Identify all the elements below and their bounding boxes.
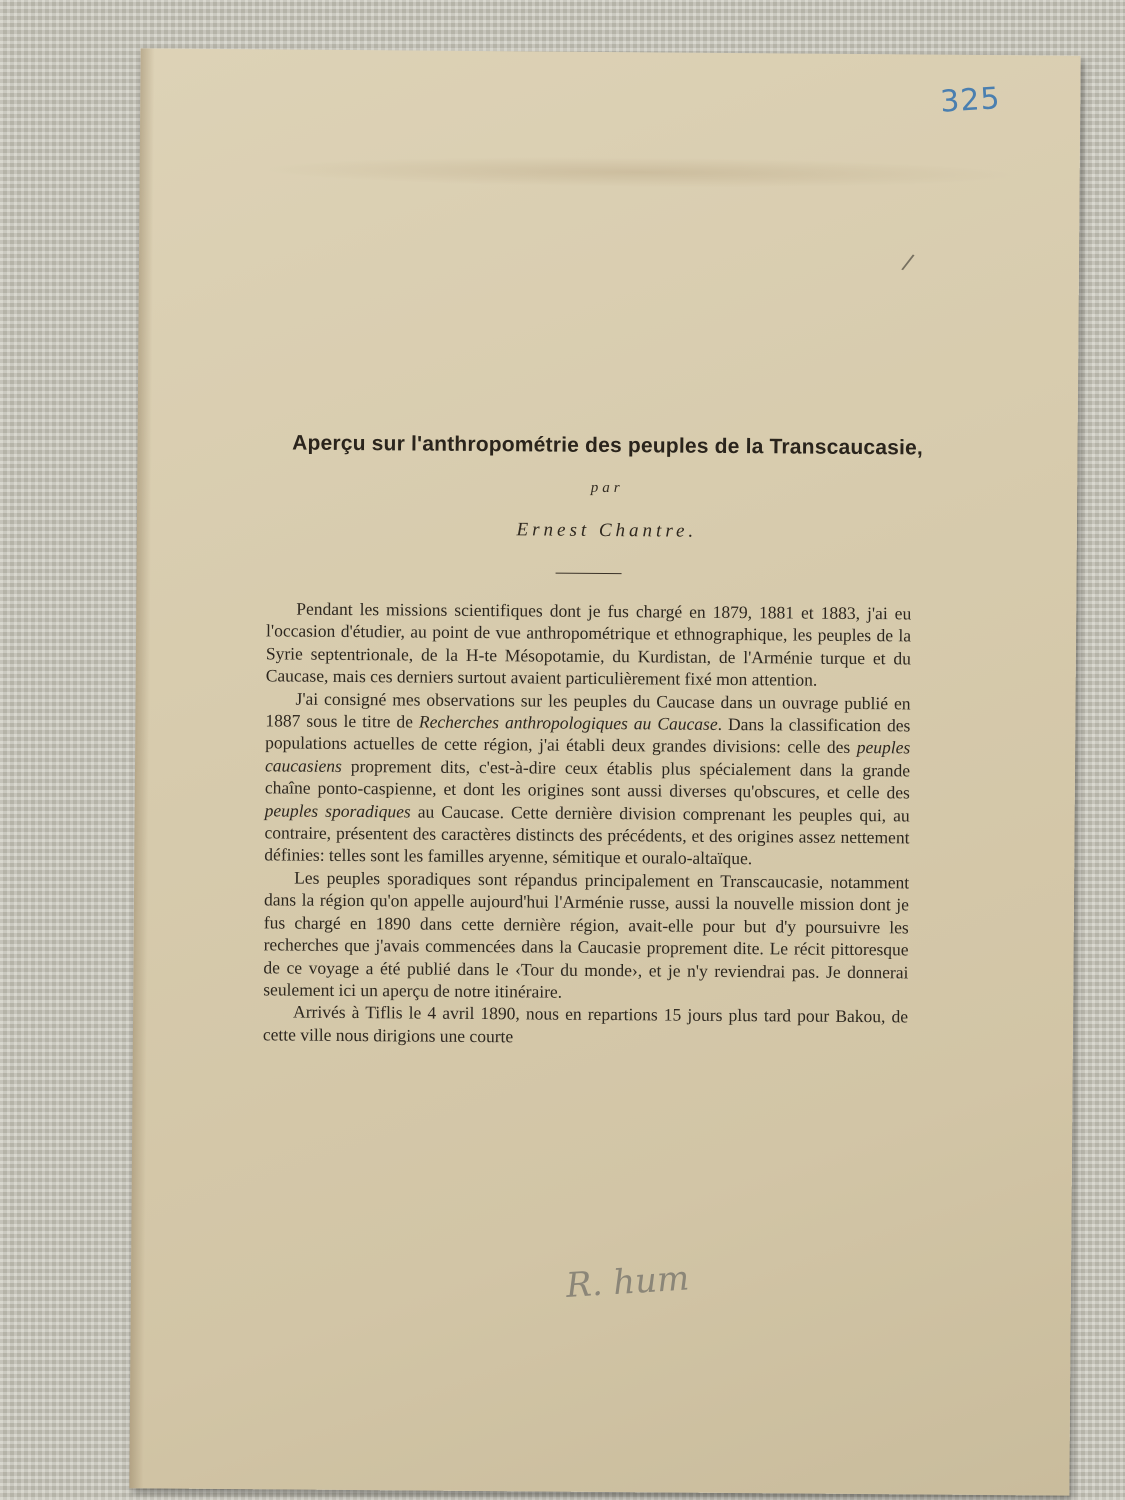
document-sheet: [129, 48, 1080, 1495]
age-stain: [260, 154, 1020, 190]
pencil-signature: R. hum: [564, 1258, 691, 1306]
paragraph-text: J'ai consigné mes observations sur les peuples du Caucase dans un ouvrage publié en 1887 sous le titre de: [265, 688, 911, 732]
italic-text: peuples sporadiques: [264, 799, 411, 822]
sheet-edge-shadow: [129, 48, 154, 1488]
paragraph-text: proprement dits, c'est-à-dire ceux établis plus spécialement dans la grande chaîne ponto-caspienne, et dont les origines sont aussi diverses qu'obscures, et celle des: [264, 755, 911, 803]
by-word: par: [590, 479, 624, 497]
paragraph-text: Les peuples sporadiques sont répandus principalement en Transcaucasie, notamment dans la région qu'on appelle aujourd'hui l'Arménie russe, aussi la nouvelle mission dont je fus chargé en 1890 dans cette dernière région, avait-elle pour but d'y poursuivre les recherches que j'avais commencées dans la Caucasie proprement dite. Le récit pittoresque de ce voyage a été publié dans le ‹Tour du monde›, et je n'y reviendrai pas. Je donnerai seulement ici un aperçu de notre itinéraire.: [263, 867, 910, 1002]
paragraph: [266, 597, 912, 692]
author-name: Ernest Chantre.: [516, 519, 698, 542]
pencil-mark: /: [899, 249, 916, 276]
paragraph-text: . Dans la classification des populations actuelles de cette région, j'ai établi deux grandes divisions: celle des: [265, 713, 911, 758]
paragraph: [263, 866, 909, 1005]
title-divider: [556, 573, 622, 575]
paragraph: [263, 1001, 908, 1051]
article-title: Aperçu sur l'anthropométrie des peuples de la Transcaucasie,: [292, 431, 924, 460]
paragraph-text: au Caucase. Cette dernière division comprenant les peuples qui, au contraire, présentent des caractères distincts des précédents, et des origines assez nettement définies: telles sont les familles aryenne, sémitique et ouralo-altaïque.: [264, 801, 910, 869]
article-body: [263, 597, 911, 1050]
italic-text: peuples caucasiens: [264, 737, 911, 776]
handwritten-number: 325: [939, 81, 1002, 120]
paragraph-text: Pendant les missions scientifiques dont je fus chargé en 1879, 1881 et 1883, j'ai eu l'occasion d'étudier, au point de vue anthropométrique et ethnographique, les peuples de la Syrie septentrionale, de la H-te Mésopotamie, du Kurdistan, de l'Arménie turque et du Caucase, mais ces derniers surtout avaient particulièrement fixé mon attention.: [265, 598, 912, 690]
paragraph: [264, 687, 910, 871]
italic-text: Recherches anthropologiques au Caucase: [418, 711, 718, 734]
paragraph-text: Arrivés à Tiflis le 4 avril 1890, nous en repartions 15 jours plus tard pour Bakou, de cette ville nous dirigions une courte: [262, 1001, 909, 1047]
